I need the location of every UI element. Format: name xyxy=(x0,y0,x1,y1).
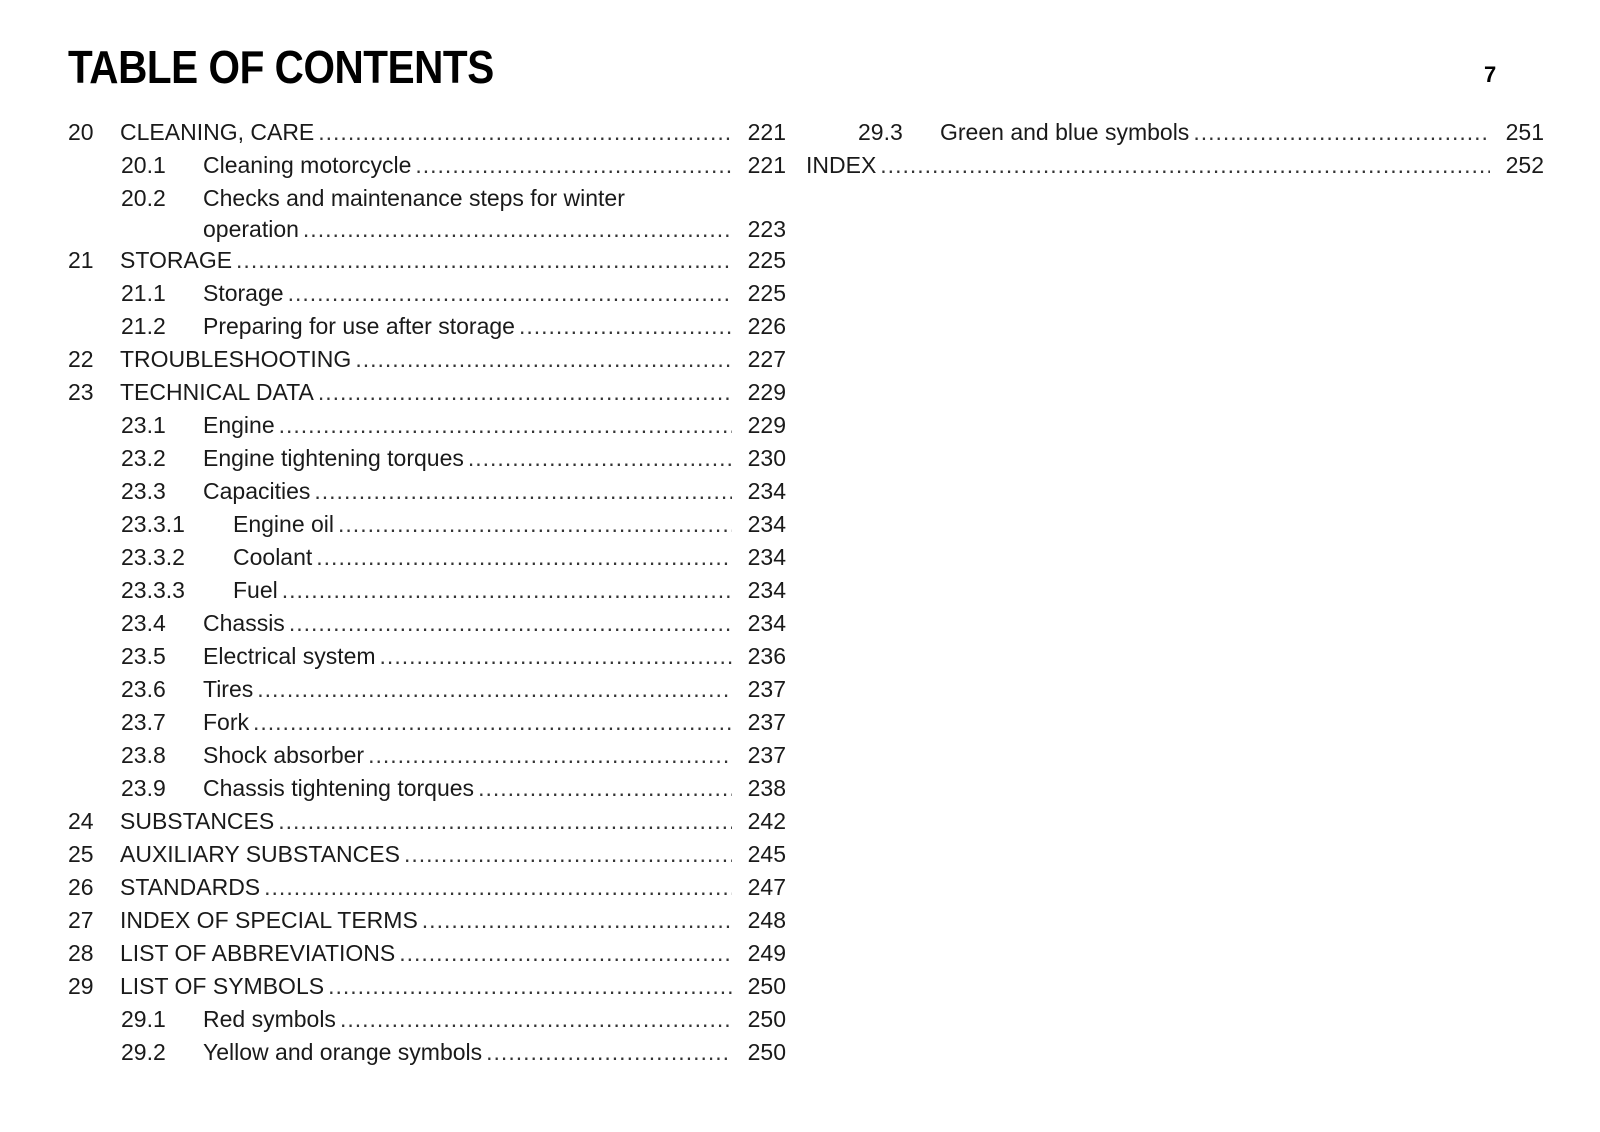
toc-entry[interactable] xyxy=(68,475,786,508)
entry-number: 20.1 xyxy=(121,152,166,178)
dot-leader xyxy=(340,1003,732,1036)
dot-leader xyxy=(328,970,732,1003)
dot-leader xyxy=(422,904,732,937)
entry-number: 22 xyxy=(68,346,94,372)
entry-page: 248 xyxy=(747,907,786,933)
dot-leader xyxy=(289,607,732,640)
entry-label: Preparing for use after storage xyxy=(203,313,515,339)
entry-page: 227 xyxy=(747,346,786,372)
toc-entry[interactable] xyxy=(68,838,786,871)
entry-page: 229 xyxy=(747,412,786,438)
entry-page: 234 xyxy=(747,577,786,603)
page-number: 7 xyxy=(1484,62,1497,87)
dot-leader xyxy=(318,376,732,409)
entry-label: Electrical system xyxy=(203,643,376,669)
toc-entry[interactable] xyxy=(826,116,1544,149)
entry-page: 229 xyxy=(747,379,786,405)
dot-leader xyxy=(368,739,732,772)
dot-leader xyxy=(257,673,732,706)
dot-leader xyxy=(278,805,732,838)
entry-page: 237 xyxy=(747,676,786,702)
entry-label: CLEANING, CARE xyxy=(120,119,315,145)
entry-page: 242 xyxy=(747,808,786,834)
entry-number: 23.4 xyxy=(121,610,166,636)
dot-leader xyxy=(1193,116,1490,149)
toc-entry[interactable] xyxy=(68,640,786,673)
entry-page: 238 xyxy=(747,775,786,801)
entry-label: Red symbols xyxy=(203,1006,336,1032)
toc-entry[interactable] xyxy=(68,871,786,904)
entry-page: 225 xyxy=(747,247,786,273)
entry-label: Engine xyxy=(203,412,275,438)
entry-number: 23.5 xyxy=(121,643,166,669)
entry-label: TROUBLESHOOTING xyxy=(120,346,352,372)
entry-number: 23.1 xyxy=(121,412,166,438)
entry-page: 250 xyxy=(747,1039,786,1065)
entry-label: Green and blue symbols xyxy=(940,119,1190,145)
toc-entry[interactable] xyxy=(68,116,786,149)
entry-number: 28 xyxy=(68,940,94,966)
dot-leader xyxy=(478,772,732,805)
entry-label: Storage xyxy=(203,280,284,306)
toc-entry[interactable] xyxy=(68,541,786,574)
entry-page: 223 xyxy=(747,216,786,242)
toc-entry[interactable] xyxy=(68,310,786,343)
toc-entry[interactable] xyxy=(68,182,786,244)
dot-leader xyxy=(288,277,732,310)
entry-page: 234 xyxy=(747,544,786,570)
entry-label: Engine tightening torques xyxy=(203,445,464,471)
entry-number: 23.3 xyxy=(121,478,166,504)
entry-page: 221 xyxy=(747,152,786,178)
toc-entry[interactable] xyxy=(68,442,786,475)
dot-leader xyxy=(316,541,732,574)
entry-page: 234 xyxy=(747,610,786,636)
dot-leader xyxy=(282,574,732,607)
entry-number: 29.3 xyxy=(858,119,903,145)
entry-label: Checks and maintenance steps for winter xyxy=(203,185,625,211)
entry-page: 236 xyxy=(747,643,786,669)
entry-page: 234 xyxy=(747,511,786,537)
entry-number: 26 xyxy=(68,874,94,900)
dot-leader xyxy=(318,116,732,149)
entry-number: 23.3.2 xyxy=(121,544,185,570)
entry-label: STANDARDS xyxy=(120,874,261,900)
entry-number: 23.3.1 xyxy=(121,511,185,537)
toc-entry[interactable] xyxy=(68,244,786,277)
toc-entry[interactable] xyxy=(68,277,786,310)
entry-page: 221 xyxy=(747,119,786,145)
entry-page: 237 xyxy=(747,709,786,735)
toc-entry[interactable] xyxy=(68,607,786,640)
entry-number: 29 xyxy=(68,973,94,999)
entry-label: Tires xyxy=(203,676,254,702)
toc-entry[interactable] xyxy=(68,937,786,970)
toc-entry[interactable] xyxy=(68,149,786,182)
entry-number: 23.6 xyxy=(121,676,166,702)
entry-number: 23.2 xyxy=(121,445,166,471)
dot-leader xyxy=(279,409,732,442)
entry-page: 250 xyxy=(747,1006,786,1032)
entry-number: 20 xyxy=(68,119,94,145)
dot-leader xyxy=(303,215,732,244)
entry-label: Chassis tightening torques xyxy=(203,775,475,801)
entry-page: 251 xyxy=(1505,119,1544,145)
toc-entry[interactable] xyxy=(68,1036,786,1069)
entry-number: 23.9 xyxy=(121,775,166,801)
entry-number: 21.1 xyxy=(121,280,166,306)
entry-label: Fuel xyxy=(233,577,278,603)
entry-number: 23.7 xyxy=(121,709,166,735)
toc-entry[interactable] xyxy=(68,739,786,772)
entry-page: 237 xyxy=(747,742,786,768)
dot-leader xyxy=(404,838,732,871)
entry-label: Chassis xyxy=(203,610,285,636)
toc-entry[interactable] xyxy=(68,343,786,376)
entry-page: 249 xyxy=(747,940,786,966)
toc-entry[interactable] xyxy=(806,149,1544,182)
toc-entry[interactable] xyxy=(68,904,786,937)
toc-entry[interactable] xyxy=(68,772,786,805)
entry-label-continued: operation xyxy=(203,216,299,242)
entry-page: 245 xyxy=(747,841,786,867)
entry-label: LIST OF ABBREVIATIONS xyxy=(120,940,396,966)
dot-leader xyxy=(355,343,732,376)
entry-number: 21 xyxy=(68,247,94,273)
dot-leader xyxy=(264,871,732,904)
entry-label: SUBSTANCES xyxy=(120,808,275,834)
toc-right-column xyxy=(806,116,1544,182)
entry-label: INDEX xyxy=(806,152,877,178)
entry-label: AUXILIARY SUBSTANCES xyxy=(120,841,400,867)
entry-number: 20.2 xyxy=(121,185,166,211)
dot-leader xyxy=(236,244,732,277)
page-title: TABLE OF CONTENTS xyxy=(68,41,494,93)
entry-page: 252 xyxy=(1505,152,1544,178)
toc-entry[interactable] xyxy=(68,706,786,739)
entry-label: Shock absorber xyxy=(203,742,365,768)
entry-label: Engine oil xyxy=(233,511,335,537)
toc-entry[interactable] xyxy=(68,1003,786,1036)
entry-label: Yellow and orange symbols xyxy=(203,1039,483,1065)
dot-leader xyxy=(399,937,732,970)
entry-page: 225 xyxy=(747,280,786,306)
entry-label: TECHNICAL DATA xyxy=(120,379,314,405)
entry-page: 250 xyxy=(747,973,786,999)
entry-page: 247 xyxy=(747,874,786,900)
entry-page: 226 xyxy=(747,313,786,339)
dot-leader xyxy=(519,310,732,343)
entry-label: STORAGE xyxy=(120,247,233,273)
dot-leader xyxy=(880,149,1490,182)
entry-number: 23.3.3 xyxy=(121,577,185,603)
entry-label: LIST OF SYMBOLS xyxy=(120,973,325,999)
toc-entry[interactable] xyxy=(68,409,786,442)
entry-page: 234 xyxy=(747,478,786,504)
dot-leader xyxy=(486,1036,732,1069)
dot-leader xyxy=(380,640,732,673)
entry-number: 25 xyxy=(68,841,94,867)
entry-number: 23 xyxy=(68,379,94,405)
dot-leader xyxy=(415,149,732,182)
dot-leader xyxy=(468,442,732,475)
toc-entry[interactable] xyxy=(68,376,786,409)
toc-entry[interactable] xyxy=(68,574,786,607)
entry-number: 29.2 xyxy=(121,1039,166,1065)
entry-label: Coolant xyxy=(233,544,313,570)
toc-entry[interactable] xyxy=(68,508,786,541)
toc-entry[interactable] xyxy=(68,673,786,706)
toc-left-column xyxy=(68,116,786,1069)
dot-leader xyxy=(338,508,732,541)
entry-number: 23.8 xyxy=(121,742,166,768)
toc-entry[interactable] xyxy=(68,805,786,838)
entry-label: Fork xyxy=(203,709,249,735)
entry-label: INDEX OF SPECIAL TERMS xyxy=(120,907,418,933)
entry-number: 27 xyxy=(68,907,94,933)
entry-label: Cleaning motorcycle xyxy=(203,152,412,178)
entry-label: Capacities xyxy=(203,478,311,504)
entry-number: 21.2 xyxy=(121,313,166,339)
dot-leader xyxy=(253,706,732,739)
entry-number: 24 xyxy=(68,808,94,834)
entry-number: 29.1 xyxy=(121,1006,166,1032)
dot-leader xyxy=(314,475,732,508)
toc-entry[interactable] xyxy=(68,970,786,1003)
entry-page: 230 xyxy=(747,445,786,471)
